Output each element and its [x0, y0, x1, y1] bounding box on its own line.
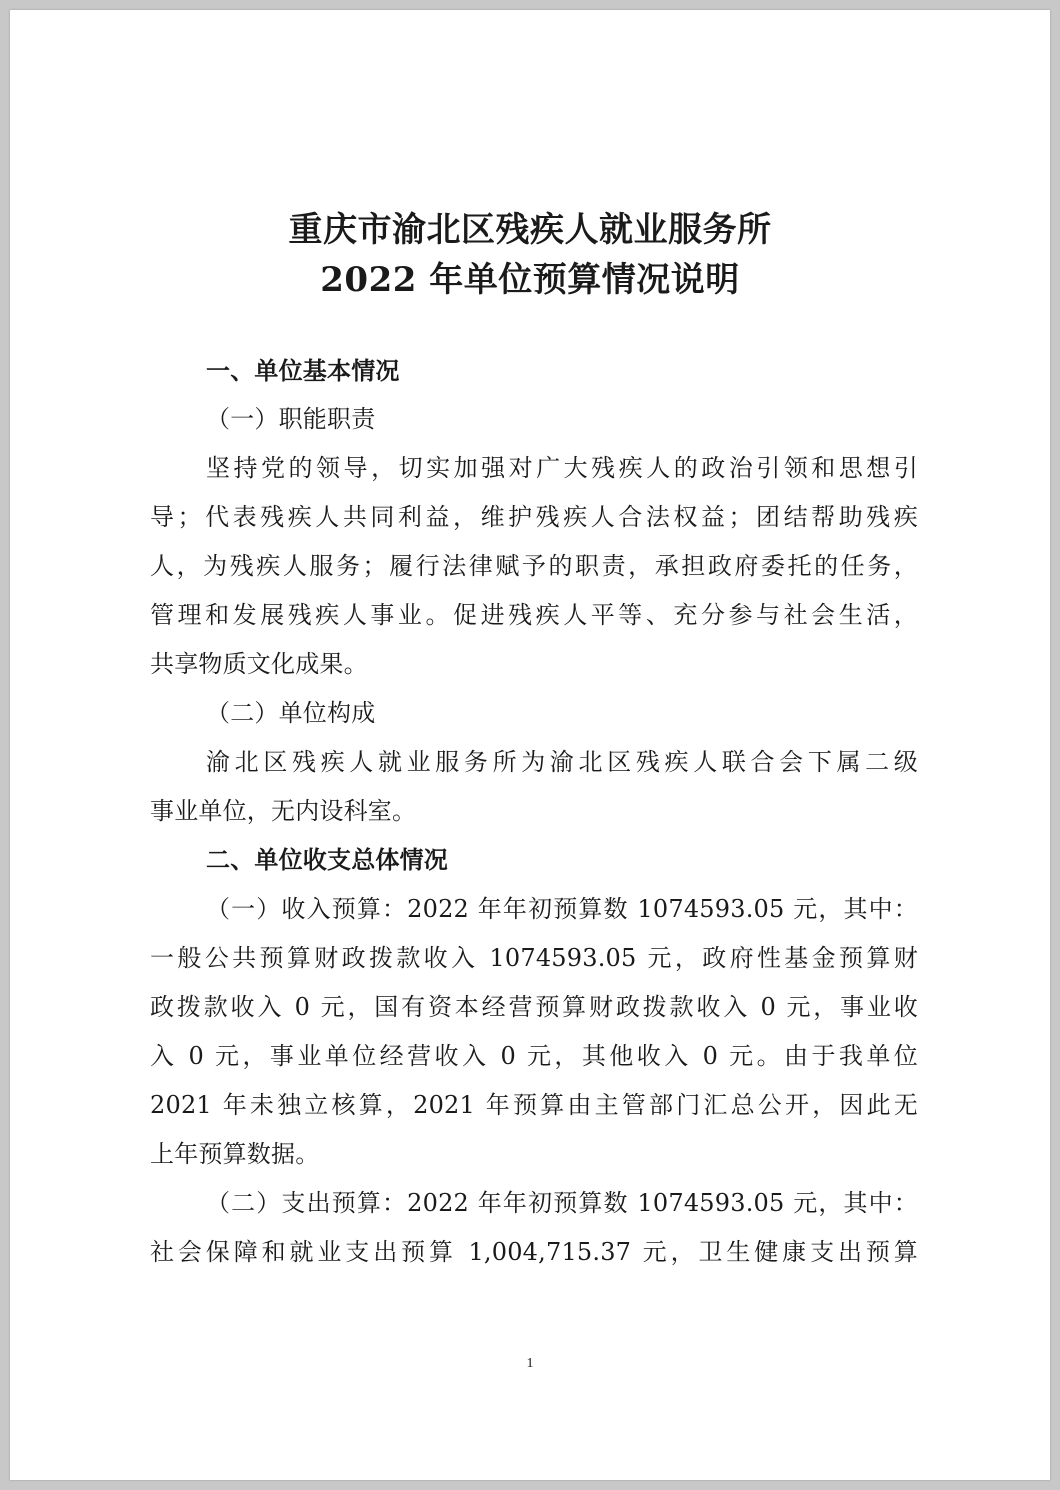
paragraph-line: 政拨款收入 0 元，国有资本经营预算财政拨款收入 0 元，事业收	[150, 993, 918, 1021]
paragraph-line: 人，为残疾人服务；履行法律赋予的职责，承担政府委托的任务，	[150, 552, 918, 580]
subheading-composition: （二）单位构成	[206, 699, 376, 727]
paragraph-line: 上年预算数据。	[150, 1140, 320, 1168]
paragraph-line: 管理和发展残疾人事业。促进残疾人平等、充分参与社会生活，	[150, 601, 918, 629]
subheading-duties: （一）职能职责	[206, 405, 376, 433]
paragraph-line: 坚持党的领导，切实加强对广大残疾人的政治引领和思想引	[206, 454, 918, 482]
section-heading-budget-overview: 二、单位收支总体情况	[206, 845, 448, 874]
paragraph-line: 事业单位，无内设科室。	[150, 797, 417, 825]
paragraph-line: （二）支出预算：2022 年年初预算数 1074593.05 元，其中：	[206, 1189, 918, 1217]
document-title-line2: 2022 年单位预算情况说明	[320, 260, 740, 300]
paragraph-line: 导；代表残疾人共同利益，维护残疾人合法权益；团结帮助残疾	[150, 503, 918, 531]
paragraph-line: 社会保障和就业支出预算 1,004,715.37 元，卫生健康支出预算	[150, 1238, 918, 1266]
paragraph-line: 一般公共预算财政拨款收入 1074593.05 元，政府性基金预算财	[150, 944, 918, 972]
paragraph-line: 共享物质文化成果。	[150, 650, 368, 678]
paragraph-line: 入 0 元，事业单位经营收入 0 元，其他收入 0 元。由于我单位	[150, 1042, 918, 1070]
section-heading-basic-info: 一、单位基本情况	[206, 356, 400, 385]
page-number: 1	[526, 1356, 534, 1371]
document-page	[10, 10, 1050, 1480]
paragraph-line: （一）收入预算：2022 年年初预算数 1074593.05 元，其中：	[206, 895, 918, 923]
document-title-line1: 重庆市渝北区残疾人就业服务所	[288, 210, 772, 250]
paragraph-line: 2021 年未独立核算，2021 年预算由主管部门汇总公开，因此无	[150, 1091, 918, 1119]
paragraph-line: 渝北区残疾人就业服务所为渝北区残疾人联合会下属二级	[206, 748, 918, 776]
